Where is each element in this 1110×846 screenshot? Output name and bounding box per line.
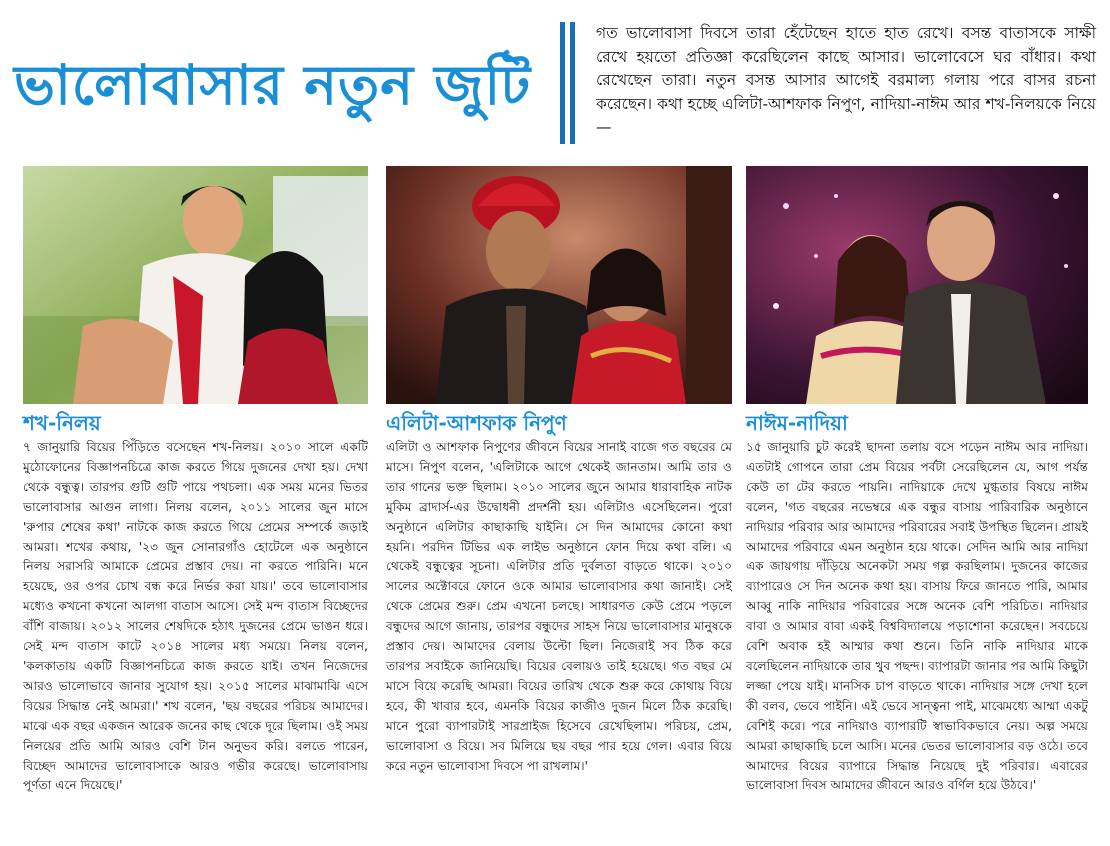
intro-paragraph: গত ভালোবাসা দিবসে তারা হেঁটেছেন হাতে হাত রেখে। বসন্ত বাতাসকে সাক্ষী রেখে হয়তো প্রতিজ্ঞা করেছিলেন কাছে আসার। ভালোবেসে ঘর বাঁধার। কথা রেখেছেন তারা। নতুন বসন্ত আসার আগেই বরমাল্য গলায় পরে বাসর রচনা করেছেন। কথা হচ্ছে এলিটা-আশফাক নিপুণ, নাদিয়া-নাঈম আর শখ-নিলয়কে নিয়ে—	[596, 24, 1096, 136]
article-shokh-niloy	[23, 410, 368, 796]
article-title: এলিটা-আশফাক নিপুণ	[386, 411, 567, 435]
article-body: ১৫ জানুয়ারি চুট করেই ছাদনা তলায় বসে পড়েন নাঈম আর নাদিয়া। এতটাই গোপনে তারা প্রেম বিয়ের পর্বটা সেরেছিলেন যে, আগ পর্যন্ত কেউ তা টের করতে পায়নি। নাদিয়াকে দেখে মুগ্ধতার বিষয়ে নাঈম বলেন, 'গত বছরের নভেম্বরে এক বন্ধুর বাসায় পারিবারিক অনুষ্ঠানে নাদিয়ার পরিবার আর আমাদের পরিবারের সবাই উপস্থিত ছিলেন। প্রায়ই আমাদের পরিবারে এমন অনুষ্ঠান হয়ে থাকে। সেদিন আমি আর নাদিয়া এক জায়গায় দাঁড়িয়ে অনেকটা সময় গল্প করছিলাম। দুজনের কাজের ব্যাপারেও সে দিন অনেক কথা হয়। বাসায় ফিরে জানতে পারি, আমার আব্বু নাকি নাদিয়ার পরিবারের সঙ্গে অনেক বেশি পরিচিত। নাদিয়ার বাবা ও আমার বাবা একই বিশ্ববিদ্যালয়ে পড়াশোনা করেছেন। সবচেয়ে বেশি অবাক হই আম্মার কথা শুনে। তিনি নাকি নাদিয়ার মাকে বলেছিলেন নাদিয়াকে তার খুব পছন্দ। ব্যাপারটা জানার পর আমি কিছুটা লজ্জা পেয়ে যাই। মানসিক চাপ বাড়তে থাকে। নাদিয়ার সঙ্গে দেখা হলে কী বলব, ভেবে পাইনি। এই ভেবে সান্ত্বনা পাই, মাঝেমধ্যে আম্মা একটু বেশিই করে। পরে নাদিয়াও ব্যাপারটি স্বাভাবিকভাবে নেয়। অল্প সময়ে আমরা কাছাকাছি চলে আসি। মনের ভেতর ভালোবাসার বড় ওঠে। তবে আমাদের বিয়ের ব্যাপারে সিদ্ধান্ত নিয়েছে দুই পরিবার। এবারের ভালোবাসা দিবস আমাদের জীবনে আরও বর্ণিল হয়ে উঠবে।'	[746, 440, 1088, 793]
headline: ভালোবাসার নতুন জুটি	[14, 53, 532, 117]
photo-shokh-niloy	[23, 166, 368, 404]
article-body: ৭ জানুয়ারি বিয়ের পিঁড়িতে বসেছেন শখ-নিলয়। ২০১০ সালে একটি মুঠোফোনের বিজ্ঞাপনচিত্রে কাজ করতে গিয়ে দুজনের দেখা হয়। দেখা থেকে বন্ধুত্ব। তারপর গুটি গুটি পায়ে পথচলা। এক সময় মনের ভিতর ভালোবাসার আগুন লাগা। নিলয় বলেন, ২০১১ সালের জুন মাসে 'রুপার শেষের কথা' নাটকে কাজ করতে গিয়ে প্রেমের সম্পর্কে জড়াই আমরা। শখের কথায়, '২৩ জুন সোনারগাঁও হোটেলে এক অনুষ্ঠানে নিলয় সরাসরি আমাকে প্রেমের প্রস্তাব দেয়। না করতে পারিনি। মনে হয়েছে, ওর ওপর চোখ বন্ধ করে নির্ভর করা যায়।' তবে ভালোবাসার মধ্যেও কখনো কখনো আলগা বাতাস আসে। সেই মন্দ বাতাস বিচ্ছেদের বাঁশি বাজায়। ২০১২ সালের শেষদিকে হঠাৎ দুজনের প্রেমে ভাঙন ধরে। সেই মন্দ বাতাস কাটে ২০১৪ সালের মধ্য সময়ে। নিলয় বলেন, 'কলকাতায় একটি বিজ্ঞাপনচিত্রে কাজ করতে যাই। তখন নিজেদের আরও ভালোভাবে জানার সুযোগ হয়। ২০১৫ সালের মাঝামাঝি এসে বিয়ের সিদ্ধান্ত নেই আমরা।' শখ বলেন, 'ছয় বছরের পরিচয় আমাদের। মাঝে এক বছর একজন আরেক জনের কাছ থেকে দূরে ছিলাম। ওই সময় নিলয়ের প্রতি আমি আরও বেশি টান অনুভব করি। বলতে পারেন, বিচ্ছেদ আমাদের ভালোবাসাকে আরও গভীর করেছে। ভালোবাসায় পূর্ণতা এনে দিয়েছে।'	[23, 440, 368, 793]
photo-elita-ashfaq-nipun	[386, 166, 732, 404]
article-title: শখ-নিলয়	[23, 411, 101, 435]
title-divider-bars	[560, 22, 578, 144]
article-title: নাঈম-নাদিয়া	[746, 411, 848, 435]
article-body: এলিটা ও আশফাক নিপুণের জীবনে বিয়ের সানাই বাজে গত বছরের মে মাসে। নিপুণ বলেন, 'এলিটাকে আগে থেকেই জানতাম। আমি তার ও তার গানের ভক্ত ছিলাম। ২০১০ সালের জুনে আমার ধারাবাহিক নাটক মুকিম ব্রাদার্স-এর উদ্বোধনী প্রদর্শনী হয়। এলিটাও এসেছিলেন। পুরো অনুষ্ঠানে এলিটার কাছাকাছি যাইনি। সে দিন আমাদের কোনো কথা হয়নি। পরদিন টিভির এক লাইভ অনুষ্ঠানে ফোন দিয়ে কথা বলি। এ থেকেই বন্ধুত্বের সূচনা। এলিটার প্রতি দুর্বলতা বাড়তে থাকে। ২০১০ সালের অক্টোবরে ফোনে ওকে আমার ভালোবাসার কথা জানাই। সেই থেকে প্রেমের শুরু। প্রেম এখনো চলছে। সাধারণত কেউ প্রেমে পড়লে বন্ধুদের আগে জানায়, তারপর বন্ধুদের সাহস নিয়ে ভালোবাসার মানুষকে প্রস্তাব দেয়। আমাদের বেলায় উল্টো ছিল। নিজেরাই সব ঠিক করে তারপর সবাইকে জানিয়েছি। বিয়ের বেলায়ও তাই হয়েছে। গত বছর মে মাসে বিয়ে করেছি আমরা। বিয়ের তারিখ থেকে শুরু করে কোথায় বিয়ে হবে, কী খাবার হবে, এমনকি বিয়ের কাজীও দুজন মিলে ঠিক করেছি। মানে পুরো ব্যাপারটাই সারপ্রাইজ হিসেবে রেখেছিলাম। পরিচয়, প্রেম, ভালোবাসা ও বিয়ে। সব মিলিয়ে ছয় বছর পার হয়ে গেল। এবার বিয়ে করে নতুন ভালোবাসা দিবসে পা রাখলাম।'	[386, 440, 732, 773]
article-elita-ashfaq-nipun	[386, 410, 732, 776]
photo-naim-nadia	[746, 166, 1088, 404]
article-naim-nadia	[746, 410, 1088, 796]
